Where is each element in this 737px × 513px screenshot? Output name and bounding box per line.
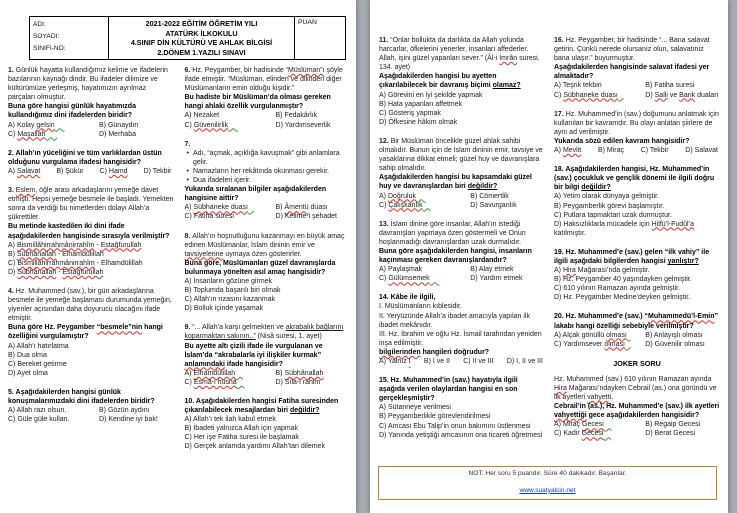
exam-title-line: 2021-2022 EĞİTİM ÖĞRETİM YILI bbox=[145, 19, 258, 28]
question-block bbox=[185, 66, 351, 130]
question-block bbox=[379, 376, 545, 440]
option: A) Mevlit bbox=[554, 147, 582, 155]
option-row bbox=[185, 212, 351, 221]
question-prompt: 14. Kâbe ile ilgili, bbox=[379, 294, 436, 302]
option: C) Hamd bbox=[99, 167, 128, 175]
question-prompt: 15. Hz. Muhammed’in (sav.) hayatıyla ilgili aşağıda verilen olaylardan hangisi en son gerçekleşmiştir? bbox=[379, 377, 518, 403]
question-stem: 13. İslam dinine göre insanlar, Allah’ın istediği davranışları yapmaya özen göstermeli ve Onun hoşlanmadığı davranışlardan uzak durmalıdır. bbox=[379, 220, 526, 246]
option-row bbox=[554, 340, 720, 349]
option: D) Bolluk içinde yaşamak bbox=[184, 305, 264, 313]
option: B) Şükür bbox=[56, 167, 84, 175]
page1-columns bbox=[8, 66, 350, 462]
question-stem: III. Hz. İbrahim ve oğlu Hz. İsmail tarafından yeniden inşa edilmiştir. bbox=[379, 330, 542, 347]
score-label: PUAN bbox=[298, 19, 317, 26]
option: C) II ve III bbox=[463, 358, 494, 365]
name-label: ADI: bbox=[33, 21, 46, 28]
question-stem: 4. Hz. Muhammed (sav.), bir gün arkadaşlarına besmele ile yemeğe başlaması durumunda yemeğin, yiyenler açısından daha doyurucu olacağını ifade etmiştir. bbox=[8, 287, 172, 323]
question-block bbox=[8, 186, 174, 277]
option: D) Yardımseverlik bbox=[275, 121, 331, 129]
option: A) Nezaket bbox=[184, 112, 220, 120]
option-row bbox=[554, 420, 720, 429]
option: B) Sübhânallah - Elhamdülillah bbox=[8, 250, 104, 258]
option: C) Bereket getirme bbox=[8, 360, 67, 368]
option: C) Yardımsever olması bbox=[554, 340, 625, 348]
option: A) Hira Mağarası’nda gelmiştir. bbox=[554, 267, 650, 275]
question-block bbox=[8, 287, 174, 378]
option: C) Maşallah bbox=[8, 130, 46, 138]
question-prompt: 19. Hz. Muhammed’e (sav.) gelen “ilk vahiy” ile ilgili aşağıdaki bilgilerden hangisi yanlıştır? bbox=[554, 248, 710, 265]
question-stem: 1. Günlük hayatta kullandığımız kelime ve ifadelerin bazılarının kaynağı dindir. Bu ifadeler dilimize ve kültürümüze yerleşmiş, hayatımızın ayrılmaz parçaları olmuştur. bbox=[8, 67, 168, 102]
option: D) Salavat bbox=[685, 147, 718, 155]
option: A) Allah’ı hatırlatma bbox=[8, 342, 69, 350]
option-row bbox=[554, 146, 720, 155]
option: D) Kelime-i şehadet bbox=[275, 213, 337, 221]
bullet-text: Adı, “açmak, açıklığa kavuşmak” gibi anlamlara gelir. bbox=[192, 149, 340, 166]
bullet-item bbox=[185, 176, 351, 185]
option: B) Cömertlik bbox=[470, 192, 509, 200]
option: C) Allah’ın rızasını kazanmak bbox=[184, 296, 276, 304]
question-block bbox=[185, 323, 351, 387]
exam-column-4 bbox=[554, 36, 720, 450]
option-row bbox=[554, 81, 720, 90]
question-block bbox=[8, 388, 174, 424]
option: C) 610 yılının Ramazan ayında gelmiştir. bbox=[554, 285, 681, 293]
option: B) Sübhânallah bbox=[275, 369, 324, 377]
option-row bbox=[554, 429, 720, 438]
question-prompt: Bu metinde kastedilen iki dini ifade aşağıdakilerden hangisinde sırasıyla verilmiştir? bbox=[8, 223, 170, 240]
footer-note: NOT: Her soru 5 puandır. Süre 40 dakikadır. Başarılar. bbox=[468, 470, 627, 477]
option: B) Gözün aydını bbox=[99, 407, 150, 415]
option-row bbox=[379, 357, 545, 366]
option-row bbox=[379, 265, 545, 274]
question-prompt: 18. Aşağıdakilerden hangisi, Hz. Muhammed’in (sav.) çocukluk ve gençlik dönemi ile ilgili doğru bir bilgi değildir? bbox=[554, 166, 715, 192]
option: D) Savurganlık bbox=[470, 201, 517, 209]
option: B) Hata yapanları affetmek bbox=[379, 100, 463, 108]
student-info-cell bbox=[30, 17, 109, 60]
question-block bbox=[8, 149, 174, 176]
option: D) Ayet olma bbox=[8, 369, 48, 377]
option: C) Güle güle kullan. bbox=[8, 416, 70, 424]
page2-columns bbox=[379, 36, 721, 450]
question-block bbox=[379, 220, 545, 284]
question-prompt: Buna göre hangisi günlük hayatımızda kullandığımız dini ifadelerden biridir? bbox=[8, 103, 136, 120]
exam-column-3 bbox=[379, 36, 545, 450]
question-block bbox=[379, 137, 545, 210]
question-block bbox=[185, 232, 351, 314]
option: A) Kolay gelsin bbox=[8, 121, 55, 129]
option-row bbox=[8, 406, 174, 415]
exam-column-1 bbox=[8, 66, 174, 462]
option: B) Alay etmek bbox=[470, 266, 514, 274]
bullet-text: Dua ifadeleri içerir. bbox=[192, 177, 251, 185]
question-stem: 3. Eslem, öğle arası arkadaşlarını yemeğe davet etmişti. Hepsi yemeğe besmele ile başladı. Yemekten sonra da verdiği bu nimetlerden dolayı Allah’a şükrettiler. bbox=[8, 187, 174, 222]
option: A) Sütanneye verilmesi bbox=[379, 404, 451, 412]
exam-title-cell bbox=[109, 17, 295, 60]
option: B) İbadeti yalnızca Allah için yapmak bbox=[184, 425, 299, 433]
option: A) Teşrik tekbiri bbox=[554, 82, 602, 90]
question-block bbox=[554, 165, 720, 238]
option: C) Bismillâhirrahmânirrahîm - Elhamdülillah bbox=[8, 259, 143, 267]
question-prompt: Yukarıda sıralanan bilgiler aşağıdakilerden hangisine aittir? bbox=[184, 186, 327, 203]
option: B) Miraç bbox=[597, 147, 624, 155]
joker-section-title: JOKER SORU bbox=[613, 358, 661, 368]
question-stem: 17. Hz. Muhammed’in (sav.) doğumunu anlatmak için kullanılan bir kavramdır. Bu olayı anlatan şiirlere de aynı ad verilmiştir. bbox=[554, 110, 719, 136]
option-row bbox=[8, 415, 174, 424]
question-prompt: Cebrail’in (as.), Hz. Muhammed’e (sav.) ilk ayetleri vahyettiği gece aşağıdakilerden hangisidir? bbox=[554, 403, 720, 420]
surname-label: SOYADI: bbox=[33, 33, 60, 41]
option: B) Peygamberlik görevi başlamıştır. bbox=[554, 202, 665, 210]
question-prompt: Bu ayette altı çizili ifade ile vurgulanan ve İslam’da “akrabalarla iyi ilişkiler kurmak” anlamındaki ifade hangisidir? bbox=[184, 342, 323, 368]
option: B) Regaip Gecesi bbox=[645, 421, 701, 429]
question-block bbox=[8, 66, 174, 139]
question-block bbox=[185, 397, 351, 452]
option: D) Hz. Peygamber Medine’deyken gelmiştir. bbox=[554, 294, 691, 302]
question-block bbox=[554, 359, 720, 439]
question-block bbox=[554, 36, 720, 100]
option-row bbox=[554, 91, 720, 100]
question-stem: 12. Bir Müslüman öncelikle güzel ahlak sahibi olmalıdır. Bunun için de İslam dininin emir, tavsiye ve yasaklarına dikkat etmeli; güzel huy ve davranışlara sahip olmalıdır. bbox=[379, 137, 543, 173]
option: C) Her işe Fatiha suresi ile başlamak bbox=[184, 434, 299, 442]
option: D) Sübhânallah - Estağfurullah bbox=[8, 268, 104, 276]
option-row bbox=[379, 274, 545, 283]
exam-title-line: ATATÜRK İLKOKULU bbox=[165, 28, 238, 38]
option: B) Fatiha suresi bbox=[645, 82, 695, 90]
option-row bbox=[185, 378, 351, 387]
exam-page-2 bbox=[370, 0, 728, 513]
option-row bbox=[554, 331, 720, 340]
option: A) Yalnız I bbox=[379, 358, 411, 365]
option: B) I ve II bbox=[423, 358, 450, 365]
option: A) Salavat bbox=[8, 167, 41, 175]
option: B) Günaydın bbox=[99, 121, 139, 129]
option-row bbox=[185, 111, 351, 120]
question-prompt: 10. Aşağıdakilerden hangisi Fatiha suresinden çıkarılabilecek mesajlardan biri değildir? bbox=[184, 398, 339, 415]
class-no-label: SINIFI-NO: bbox=[33, 45, 66, 53]
option: B) Dua olma bbox=[8, 351, 47, 359]
option-row bbox=[185, 369, 351, 378]
option: A) Alçak gönüllü olması bbox=[554, 331, 627, 339]
option: B) Anlayışlı olması bbox=[645, 331, 703, 339]
option: A) Elhamdülillah bbox=[184, 369, 236, 377]
option: C) Tekbir bbox=[640, 147, 669, 155]
question-block bbox=[554, 110, 720, 155]
option: C) Gülümsemek bbox=[379, 275, 430, 283]
question-stem: 7. bbox=[184, 140, 191, 148]
option: D) Güvenilir olması bbox=[645, 340, 705, 348]
option: C) Kadir Gecesi bbox=[554, 430, 604, 438]
option: B) Fedakârlık bbox=[275, 112, 318, 120]
bullet-item bbox=[185, 149, 351, 167]
option-row bbox=[8, 121, 174, 130]
option: D) Sıla-i rahim bbox=[275, 378, 321, 386]
question-prompt: Buna göre aşağıdakilerden hangisi, insanların kaçınması gereken davranışlardandır? bbox=[379, 247, 532, 265]
bullet-item bbox=[185, 167, 351, 176]
question-stem: 6. Hz. Peygamber, bir hadisinde “Müslüman”ı şöyle ifade etmiştir. “Müslüman, elinden ve dilinden diğer Müslümanların emin olduğu kişidir.” bbox=[184, 67, 343, 93]
option: C) Putlara tapmaktan uzak durmuştur. bbox=[554, 211, 672, 219]
option: D) I, II ve III bbox=[506, 358, 543, 365]
question-prompt: Bu hadiste bir Müslüman’da olması gereken hangi ahlaki özellik vurgulanmıştır? bbox=[184, 94, 331, 111]
bullet-icon: • bbox=[186, 177, 189, 185]
option: D) Haksızlıklarla mücadele için Hilfü’l-Fudûl’a katılmıştır. bbox=[554, 220, 695, 237]
option: A) Yetim olarak dünyaya gelmiştir. bbox=[554, 193, 660, 201]
question-prompt: bilgilerinden hangileri doğrudur? bbox=[379, 348, 490, 356]
option-row bbox=[379, 201, 545, 210]
question-prompt: Aşağıdakilerden hangisi bu kapsamdaki güzel huy ve davranışlardan biri değildir? bbox=[379, 174, 532, 191]
question-stem: II. Yeryüzünde Allah’a ibadet amacıyla yapılan ilk ibadet mekânıdır. bbox=[379, 312, 530, 329]
option: D) Berat Gecesi bbox=[645, 430, 696, 438]
exam-column-2 bbox=[185, 66, 351, 462]
question-prompt: 2. Allah’ın yüceliğini ve tüm varlıklardan üstün olduğunu vurgulama ifadesi hangisidir? bbox=[8, 149, 162, 166]
option: C) Sübhaneke duası bbox=[554, 91, 618, 99]
exam-page-1 bbox=[0, 0, 356, 513]
option-row bbox=[379, 192, 545, 201]
question-block bbox=[185, 140, 351, 222]
question-stem: 9. “... Allah’a karşı gelmekten ve akrabalık bağlarını koparmaktan sakının..” (Nisâ suresi, 1. ayet) bbox=[184, 324, 344, 341]
option: A) Paylaşmak bbox=[379, 266, 423, 274]
option: B) Toplumda başarılı biri olmak bbox=[184, 287, 281, 295]
option: A) İnsanların gözüne girmek bbox=[184, 277, 273, 285]
option: B) Peygamberlikle görevlendirilmesi bbox=[379, 413, 491, 421]
footer-website-link[interactable]: www.suatyalcin.net bbox=[519, 486, 576, 494]
question-prompt: Aşağıdakilerden hangisinde salavat ifadesi yer almaktadır? bbox=[554, 64, 710, 81]
option: B) Âmentü duası bbox=[275, 204, 328, 212]
question-stem: 11. “Onlar bollukta da darlıkta da Allah yolunda harcarlar, öfkelerini yenerler, insanları affederler. Allah, işini güzel yapanları sever.” (Âl-i İmrân suresi, 134. ayet) bbox=[379, 37, 540, 72]
question-block bbox=[379, 293, 545, 366]
question-block bbox=[554, 312, 720, 348]
score-cell bbox=[295, 17, 346, 60]
footer-note-box bbox=[378, 466, 717, 500]
question-block bbox=[554, 248, 720, 303]
bullet-text: Namazların her rekâtında okunması gerekir. bbox=[192, 167, 330, 175]
exam-title-line: 2.DÖNEM 1.YAZILI SINAVI bbox=[157, 47, 246, 57]
option: D) Öfkesine hâkim olmak bbox=[379, 118, 458, 126]
bullet-icon: • bbox=[186, 149, 189, 157]
question-prompt: Buna göre Hz. Peygamber “besmele”nin hangi özelliğini vurgulamıştır? bbox=[8, 324, 163, 341]
exam-header-table bbox=[29, 16, 346, 60]
option: D) Kendine iyi bak! bbox=[99, 416, 158, 424]
option: A) Sübhaneke duası bbox=[184, 204, 248, 212]
question-stem: Hz. Muhammed (sav.) 610 yılının Ramazan ayında Hira Mağarası’ndayken Cebrail (as.) ona göründü ve ilk ayetleri vahyetti. bbox=[554, 375, 717, 401]
option: A) Bismillâhirrahmânirrahîm - Estağfurullah bbox=[8, 241, 142, 249]
question-prompt: Buna göre, Müslümanları güzel davranışlarda bulunmaya yönelten asıl amaç hangisidir? bbox=[184, 259, 336, 276]
option: D) Salli ve Barik duaları bbox=[645, 91, 719, 99]
option: D) Tekbir bbox=[143, 167, 172, 175]
option: D) Merhaba bbox=[99, 130, 136, 138]
option-row bbox=[8, 167, 174, 176]
question-block bbox=[379, 36, 545, 127]
option: A) Görevini en iyi şekilde yapmak bbox=[379, 91, 483, 99]
question-stem: 16. Hz. Peygamber, bir hadisinde “... Bana salavat getirin. Çünkü nerede olursanız olun, salavatınız bana ulaşır.” buyurmuştur. bbox=[554, 37, 710, 63]
option: D) Gerçek anlamda yardımı Allah’tan dilemek bbox=[184, 443, 325, 451]
question-prompt: Aşağıdakilerden hangisi bu ayetten çıkarılabilecek bir davranış biçimi olamaz? bbox=[379, 73, 521, 90]
option: B) Hz. Peygamber 40 yaşındayken gelmiştir. bbox=[554, 276, 692, 284]
question-prompt: Yukarıda sözü edilen kavram hangisidir? bbox=[554, 137, 690, 145]
option: A) Miraç Gecesi bbox=[554, 421, 604, 429]
option: A) Allah’ı tek ilah kabul etmek bbox=[184, 416, 276, 424]
option: D) Yanında yetiştiği amcasının ona ticareti öğretmesi bbox=[379, 431, 543, 439]
option-row bbox=[8, 130, 174, 139]
option: C) Fatiha suresi bbox=[184, 213, 234, 221]
option-row bbox=[185, 121, 351, 130]
option: C) Gösteriş yapmak bbox=[379, 109, 441, 117]
question-prompt: 20. Hz. Muhammed’e (sav.) “Muhammedü’l-Emin” lakabı hangi özelliği sebebiyle verilmiştir? bbox=[554, 313, 719, 330]
option-row bbox=[185, 203, 351, 212]
option: C) Esmâ-i hüsnâ bbox=[184, 378, 237, 386]
bullet-icon: • bbox=[186, 167, 189, 175]
exam-title-line: 4.SINIF DİN KÜLTÜRÜ VE AHLAK BİLGİSİ bbox=[130, 38, 273, 48]
option: C) Çalışkanlık bbox=[379, 201, 423, 209]
option: D) Yardım etmek bbox=[470, 275, 523, 283]
option: C) Güvenilirlik bbox=[184, 121, 229, 129]
option: C) Amcası Ebu Talip’in onun bakımını üstlenmesi bbox=[379, 422, 531, 430]
option: A) Allah razı olsun. bbox=[8, 407, 67, 415]
option: A) Doğruluk bbox=[379, 192, 416, 200]
question-prompt: 5. Aşağıdakilerden hangisi günlük konuşmalarımızdaki dini ifadelerden biridir? bbox=[8, 388, 155, 405]
question-stem: I. Müslümanların kıblesidir. bbox=[379, 303, 462, 311]
question-stem: 8. Allah’ın hoşnutluğunu kazanmayı en büyük amaç edinen Müslümanlar, İslam dininin emir ve tavsiyelerine uymaya özen gösterirler. bbox=[184, 232, 345, 258]
